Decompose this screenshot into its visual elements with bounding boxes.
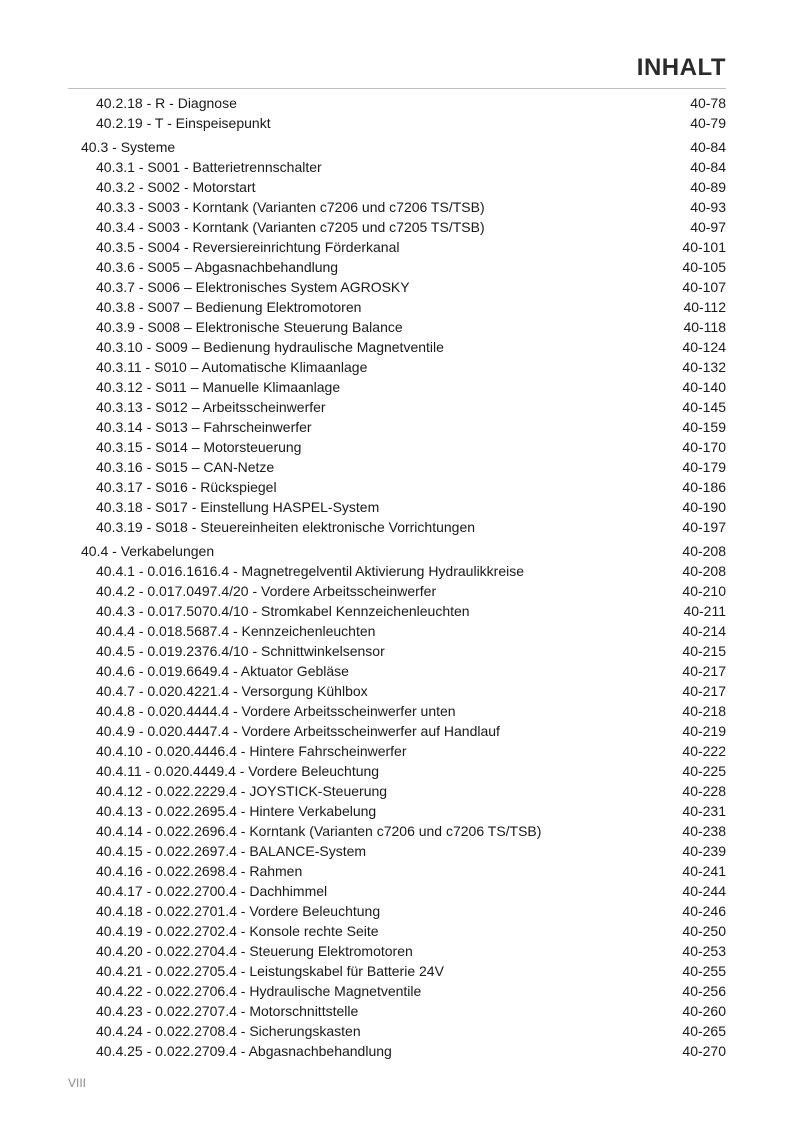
toc-entry-label: 40.4.25 - 0.022.2709.4 - Abgasnachbehandlung <box>96 1043 392 1059</box>
toc-entry-label: 40.3.2 - S002 - Motorstart <box>96 179 256 195</box>
toc-section-row[interactable] <box>68 541 726 561</box>
toc-entry-row[interactable] <box>68 641 726 661</box>
toc-page-number: 40-84 <box>690 139 726 155</box>
toc-entry-label: 40.3.13 - S012 – Arbeitsscheinwerfer <box>96 399 326 415</box>
toc-page-number: 40-79 <box>690 115 726 131</box>
toc-page-number: 40-179 <box>682 459 726 475</box>
toc-entry-label: 40.3.4 - S003 - Korntank (Varianten c7205 und c7205 TS/TSB) <box>96 219 485 235</box>
toc-entry-label: 40.3.15 - S014 – Motorsteuerung <box>96 439 302 455</box>
toc-entry-label: 40.4.21 - 0.022.2705.4 - Leistungskabel für Batterie 24V <box>96 963 444 979</box>
toc-entry-label: 40.3.16 - S015 – CAN-Netze <box>96 459 275 475</box>
page-number: VIII <box>68 1076 87 1090</box>
toc-entry-label: 40.3.8 - S007 – Bedienung Elektromotoren <box>96 299 362 315</box>
toc-entry-row[interactable] <box>68 801 726 821</box>
toc-entry-row[interactable] <box>68 741 726 761</box>
toc-entry-label: 40.3.10 - S009 – Bedienung hydraulische Magnetventile <box>96 339 444 355</box>
toc-page-number: 40-124 <box>682 339 726 355</box>
toc-entry-row[interactable] <box>68 317 726 337</box>
toc-entry-label: 40.4.17 - 0.022.2700.4 - Dachhimmel <box>96 883 328 899</box>
page-title: INHALT <box>636 54 726 81</box>
toc-page-number: 40-208 <box>682 563 726 579</box>
toc-page-number: 40-78 <box>690 95 726 111</box>
toc-section-row[interactable] <box>68 137 726 157</box>
toc-entry-row[interactable] <box>68 1021 726 1041</box>
toc-page-number: 40-246 <box>682 903 726 919</box>
toc-entry-row[interactable] <box>68 517 726 537</box>
toc-entry-row[interactable] <box>68 237 726 257</box>
toc-page-number: 40-217 <box>682 683 726 699</box>
toc-page-number: 40-228 <box>682 783 726 799</box>
toc-entry-row[interactable] <box>68 337 726 357</box>
toc-entry-row[interactable] <box>68 761 726 781</box>
toc-page-number: 40-101 <box>682 239 726 255</box>
toc-entry-row[interactable] <box>68 861 726 881</box>
toc-entry-row[interactable] <box>68 457 726 477</box>
toc-entry-label: 40.3.6 - S005 – Abgasnachbehandlung <box>96 259 339 275</box>
toc-entry-row[interactable] <box>68 1041 726 1061</box>
toc-entry-row[interactable] <box>68 477 726 497</box>
toc-entry-row[interactable] <box>68 781 726 801</box>
toc-entry-row[interactable] <box>68 497 726 517</box>
toc-page-number: 40-241 <box>682 863 726 879</box>
toc-entry-label: 40.4.6 - 0.019.6649.4 - Aktuator Gebläse <box>96 663 349 679</box>
toc-entry-row[interactable] <box>68 177 726 197</box>
toc-entry-label: 40.4.19 - 0.022.2702.4 - Konsole rechte Seite <box>96 923 379 939</box>
toc-entry-label: 40.4.23 - 0.022.2707.4 - Motorschnittstelle <box>96 1003 359 1019</box>
toc-entry-label: 40.3.3 - S003 - Korntank (Varianten c7206 und c7206 TS/TSB) <box>96 199 485 215</box>
toc-entry-row[interactable] <box>68 981 726 1001</box>
toc-page-number: 40-255 <box>682 963 726 979</box>
toc-entry-label: 40.4.13 - 0.022.2695.4 - Hintere Verkabelung <box>96 803 377 819</box>
toc-page-number: 40-107 <box>682 279 726 295</box>
toc-page-number: 40-260 <box>682 1003 726 1019</box>
toc-page-number: 40-238 <box>682 823 726 839</box>
toc-entry-row[interactable] <box>68 417 726 437</box>
toc-page-number: 40-84 <box>690 159 726 175</box>
toc-entry-row[interactable] <box>68 561 726 581</box>
toc-entry-label: 40.4.14 - 0.022.2696.4 - Korntank (Varianten c7206 und c7206 TS/TSB) <box>96 823 542 839</box>
toc-entry-row[interactable] <box>68 113 726 133</box>
toc-entry-row[interactable] <box>68 941 726 961</box>
toc-entry-label: 40.4.18 - 0.022.2701.4 - Vordere Beleuchtung <box>96 903 381 919</box>
toc-page-number: 40-93 <box>690 199 726 215</box>
toc-page-number: 40-222 <box>682 743 726 759</box>
toc-entry-row[interactable] <box>68 197 726 217</box>
toc-entry-label: 40.4.7 - 0.020.4221.4 - Versorgung Kühlbox <box>96 683 368 699</box>
toc-page-number: 40-214 <box>682 623 726 639</box>
toc-entry-label: 40.4.5 - 0.019.2376.4/10 - Schnittwinkelsensor <box>96 643 385 659</box>
toc-page-number: 40-186 <box>682 479 726 495</box>
toc-entry-row[interactable] <box>68 581 726 601</box>
toc-page-number: 40-270 <box>682 1043 726 1059</box>
toc-page-number: 40-256 <box>682 983 726 999</box>
toc-entry-label: 40.2.18 - R - Diagnose <box>96 95 237 111</box>
toc-page-number: 40-244 <box>682 883 726 899</box>
toc-entry-row[interactable] <box>68 397 726 417</box>
toc-page-number: 40-219 <box>682 723 726 739</box>
toc-entry-label: 40.3.9 - S008 – Elektronische Steuerung Balance <box>96 319 403 335</box>
toc-page-number: 40-112 <box>683 299 726 315</box>
toc-entry-label: 40.4.4 - 0.018.5687.4 - Kennzeichenleuchten <box>96 623 376 639</box>
toc-page-number: 40-231 <box>682 803 726 819</box>
toc-page-number: 40-265 <box>682 1023 726 1039</box>
toc-entry-label: 40.3.12 - S011 – Manuelle Klimaanlage <box>96 379 341 395</box>
toc-entry-row[interactable] <box>68 601 726 621</box>
toc-page-number: 40-145 <box>682 399 726 415</box>
toc-entry-label: 40.3.7 - S006 – Elektronisches System AGROSKY <box>96 279 410 295</box>
toc-page-number: 40-170 <box>682 439 726 455</box>
toc-entry-row[interactable] <box>68 357 726 377</box>
toc-entry-row[interactable] <box>68 217 726 237</box>
toc-entry-label: 40.3.1 - S001 - Batterietrennschalter <box>96 159 322 175</box>
toc-entry-label: 40.2.19 - T - Einspeisepunkt <box>96 115 271 131</box>
toc-entry-row[interactable] <box>68 881 726 901</box>
toc-entry-row[interactable] <box>68 157 726 177</box>
toc-page-number: 40-239 <box>682 843 726 859</box>
toc-page-number: 40-253 <box>682 943 726 959</box>
toc-entry-row[interactable] <box>68 661 726 681</box>
header-divider <box>68 88 726 89</box>
toc-entry-label: 40.3.19 - S018 - Steuereinheiten elektronische Vorrichtungen <box>96 519 476 535</box>
toc-page-number: 40-118 <box>683 319 726 335</box>
toc-entry-label: 40.4.11 - 0.020.4449.4 - Vordere Beleuchtung <box>96 763 380 779</box>
toc-page-number: 40-210 <box>682 583 726 599</box>
toc-entry-label: 40.4 - Verkabelungen <box>81 543 215 559</box>
toc-entry-row[interactable] <box>68 437 726 457</box>
toc-page-number: 40-217 <box>682 663 726 679</box>
toc-entry-label: 40.4.8 - 0.020.4444.4 - Vordere Arbeitsscheinwerfer unten <box>96 703 456 719</box>
toc-entry-row[interactable] <box>68 277 726 297</box>
toc-entry-row[interactable] <box>68 701 726 721</box>
toc-entry-label: 40.4.22 - 0.022.2706.4 - Hydraulische Magnetventile <box>96 983 422 999</box>
toc-entry-label: 40.4.16 - 0.022.2698.4 - Rahmen <box>96 863 303 879</box>
toc-page-number: 40-211 <box>683 603 726 619</box>
toc-page-number: 40-215 <box>682 643 726 659</box>
toc-entry-label: 40.4.12 - 0.022.2229.4 - JOYSTICK-Steuerung <box>96 783 388 799</box>
toc-entry-row[interactable] <box>68 93 726 113</box>
toc-entry-label: 40.4.2 - 0.017.0497.4/20 - Vordere Arbeitsscheinwerfer <box>96 583 437 599</box>
toc-entry-row[interactable] <box>68 921 726 941</box>
toc-entry-label: 40.4.20 - 0.022.2704.4 - Steuerung Elektromotoren <box>96 943 413 959</box>
toc-entry-row[interactable] <box>68 961 726 981</box>
toc-entry-label: 40.4.10 - 0.020.4446.4 - Hintere Fahrscheinwerfer <box>96 743 407 759</box>
toc-entry-row[interactable] <box>68 1001 726 1021</box>
toc-entry-row[interactable] <box>68 821 726 841</box>
toc-entry-row[interactable] <box>68 377 726 397</box>
toc-entry-label: 40.3.5 - S004 - Reversiereinrichtung Förderkanal <box>96 239 400 255</box>
toc-page-number: 40-105 <box>682 259 726 275</box>
toc-entry-label: 40.4.3 - 0.017.5070.4/10 - Stromkabel Kennzeichenleuchten <box>96 603 470 619</box>
toc-entry-row[interactable] <box>68 621 726 641</box>
toc-page-number: 40-132 <box>682 359 726 375</box>
toc-page-number: 40-218 <box>682 703 726 719</box>
toc-entry-label: 40.3.11 - S010 – Automatische Klimaanlage <box>96 359 368 375</box>
toc-entry-row[interactable] <box>68 681 726 701</box>
toc-entry-label: 40.4.15 - 0.022.2697.4 - BALANCE-System <box>96 843 367 859</box>
toc-entry-row[interactable] <box>68 721 726 741</box>
table-of-contents <box>68 93 726 1061</box>
toc-page-number: 40-225 <box>682 763 726 779</box>
toc-page-number: 40-250 <box>682 923 726 939</box>
toc-page-number: 40-197 <box>682 519 726 535</box>
toc-entry-label: 40.3.17 - S016 - Rückspiegel <box>96 479 277 495</box>
toc-page-number: 40-190 <box>682 499 726 515</box>
toc-page-number: 40-97 <box>690 219 726 235</box>
toc-entry-label: 40.4.9 - 0.020.4447.4 - Vordere Arbeitsscheinwerfer auf Handlauf <box>96 723 500 739</box>
toc-page-number: 40-140 <box>682 379 726 395</box>
toc-entry-row[interactable] <box>68 297 726 317</box>
toc-entry-row[interactable] <box>68 257 726 277</box>
toc-entry-label: 40.3.14 - S013 – Fahrscheinwerfer <box>96 419 312 435</box>
toc-entry-row[interactable] <box>68 901 726 921</box>
toc-page-number: 40-159 <box>682 419 726 435</box>
toc-page-number: 40-89 <box>690 179 726 195</box>
toc-entry-label: 40.3 - Systeme <box>81 139 176 155</box>
toc-page-number: 40-208 <box>682 543 726 559</box>
toc-entry-label: 40.3.18 - S017 - Einstellung HASPEL-System <box>96 499 380 515</box>
toc-entry-row[interactable] <box>68 841 726 861</box>
toc-entry-label: 40.4.1 - 0.016.1616.4 - Magnetregelventil Aktivierung Hydraulikkreise <box>96 563 525 579</box>
toc-entry-label: 40.4.24 - 0.022.2708.4 - Sicherungskasten <box>96 1023 361 1039</box>
